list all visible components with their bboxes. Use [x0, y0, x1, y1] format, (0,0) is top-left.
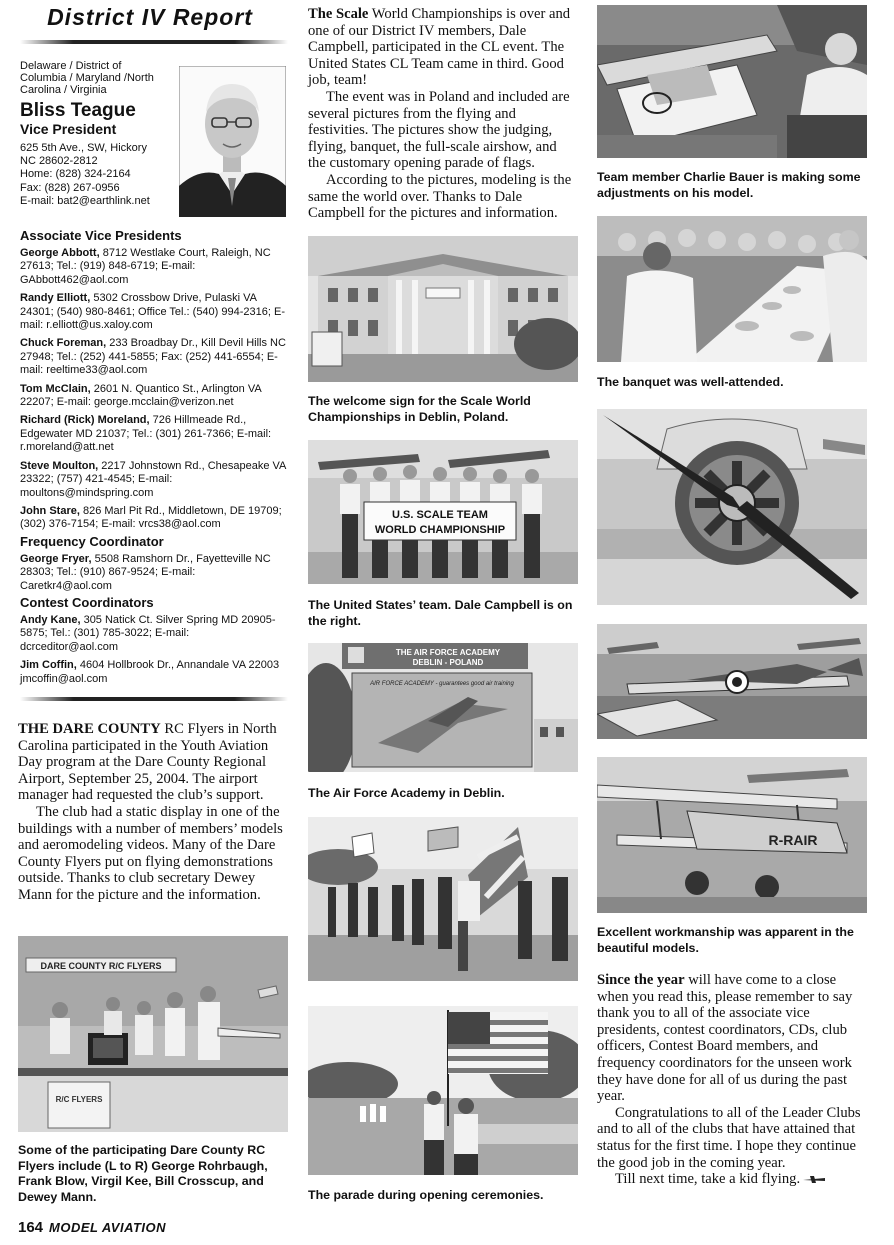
- page-footer: [18, 1219, 166, 1236]
- contest-entry: Andy Kane, 305 Natick Ct. Silver Spring MD 20905-5875; Tel.: (301) 785-3022; E-mail: dcrceditor@aol.com: [20, 613, 276, 653]
- scale-paragraph-1: The Scale World Championships is over and one of our District IV members, Dale Campbell, participated in the CL event. The United States CL Team came in third. Good job, team!: [308, 6, 571, 89]
- team-banner-line-1: U.S. SCALE TEAM: [392, 509, 488, 521]
- scale-article: [308, 6, 576, 222]
- associate-entry: Chuck Foreman, 233 Broadbay Dr., Kill Devil Hills NC 27948; Tel.: (252) 441-5855; Fax: (252) 441-6554; E-mail: reeltime33@aol.com: [20, 337, 286, 377]
- team-caption: The United States’ team. Dale Campbell is on the right.: [308, 598, 573, 628]
- frequency-entry: George Fryer, 5508 Ramshorn Dr., Fayetteville NC 28303; Tel.: (910) 867-9524; E-mail: Caretkr4@aol.com: [20, 552, 271, 592]
- closing-paragraph-1: Since the year will have come to a close when you read this, please remember to say thank you to all of the associate vice presidents, contest coordinators, CDs, club officers, Contest Board members, and frequency coordinators for the unseen work they have done for all of us during the past year.: [597, 972, 853, 1105]
- air-force-academy-photo: [308, 643, 578, 772]
- dare-county-article: [18, 721, 290, 904]
- associate-entry: Richard (Rick) Moreland, 726 Hillmeade Rd., Edgewater MD 21037; Tel.: (301) 261-7366; E-mail: r.moreland@att.net: [20, 414, 272, 454]
- closing-paragraph-3: Till next time, take a kid flying.: [597, 1171, 869, 1188]
- associate-heading: Associate Vice Presidents: [20, 228, 182, 243]
- spitfire-model-photo: [597, 624, 867, 739]
- dare-sign-text: R/C FLYERS: [55, 1095, 103, 1104]
- contest-heading: Contest Coordinators: [20, 594, 154, 610]
- associate-entry: John Stare, 826 Marl Pit Rd., Middletown, DE 19709; (302) 376-7154; E-mail: vrcs38@aol.com: [20, 504, 282, 531]
- vp-email[interactable]: E-mail: bat2@earthlink.net: [20, 194, 150, 207]
- end-mark-plane-icon: [802, 1175, 826, 1185]
- dare-paragraph-2: The club had a static display in one of the buildings with a number of members’ models and aeromodeling videos. Many of the Dare County Flyers put on flying demonstrations outside. Thanks to club secretary Dewey Mann for the picture and the information.: [18, 803, 283, 903]
- vp-city-line: NC 28602-2812: [20, 155, 98, 168]
- scale-paragraph-2: The event was in Poland and included are several pictures from the flying and festivities. The pictures show the judging, flying, banquet, the full-scale airshow, and the customary opening parade of flags.: [308, 88, 570, 172]
- biplane-model-photo: [597, 757, 867, 913]
- welcome-caption: The welcome sign for the Scale World Championships in Deblin, Poland.: [308, 394, 531, 424]
- vp-home-phone: Home: (828) 324-2164: [20, 168, 131, 181]
- contest-entry: Jim Coffin, 4604 Hollbrook Dr., Annandale VA 22003 jmcoffin@aol.com: [20, 659, 280, 685]
- associate-entry: George Abbott, 8712 Westlake Court, Raleigh, NC 27613; Tel.: (919) 848-6719; E-mail: GAbbott462@aol.com: [20, 247, 271, 286]
- charlie-bauer-photo: [597, 5, 867, 158]
- dare-banner-text: DARE COUNTY R/C FLYERS: [40, 961, 162, 971]
- page-number: 164: [18, 1219, 44, 1236]
- academy-sign-line-1: THE AIR FORCE ACADEMY: [395, 648, 501, 657]
- biplane-registration: R-RAIR: [768, 832, 818, 848]
- section-rule: [20, 697, 288, 701]
- radial-engine-photo: [597, 409, 867, 605]
- us-team-photo: [308, 440, 578, 584]
- associate-entry: Tom McClain, 2601 N. Quantico St., Arlington VA 22207; E-mail: george.mcclain@verizon.net: [20, 382, 262, 409]
- closing-paragraph-2: Congratulations to all of the Leader Clubs and to all of the clubs that have attained that status for the first time. I hope they continue the good job in the coming year.: [597, 1104, 861, 1171]
- team-banner-line-2: WORLD CHAMPIONSHIP: [374, 524, 506, 536]
- associate-entry: Randy Elliott, 5302 Crossbow Drive, Pulaski VA 24301; (540) 980-8461; Office Tel.: (540) 994-2316; E-mail: r.elliott@us.xaloy.com: [20, 292, 285, 332]
- dare-photo-caption: Some of the participating Dare County RC Flyers include (L to R) George Rohrbaugh, Frank Blow, Virgil Kee, Bill Crosscup, and Dewey Mann.: [18, 1143, 268, 1204]
- dare-county-photo: [18, 936, 288, 1132]
- bauer-caption: Team member Charlie Bauer is making some adjustments on his model.: [597, 170, 861, 200]
- welcome-building-photo: [308, 236, 578, 382]
- dare-paragraph-1: THE DARE COUNTY RC Flyers in North Carolina participated in the Youth Aviation Day program at the Dare County Regional Airport, September 25, 2004. The airport manager had requested the club’s support.: [18, 721, 277, 804]
- vp-fax: Fax: (828) 267-0956: [20, 181, 120, 194]
- magazine-name: MODEL AVIATION: [49, 1220, 167, 1235]
- frequency-heading: Frequency Coordinator: [20, 533, 164, 549]
- vp-role: Vice President: [20, 121, 117, 137]
- associate-entry: Steve Moulton, 2217 Johnstown Rd., Chesapeake VA 23322; (757) 421-4545; E-mail: moultons@mindspring.com: [20, 459, 286, 499]
- parade-caption: The parade during opening ceremonies.: [308, 1188, 544, 1202]
- title-rule: [20, 40, 288, 44]
- vp-name: Bliss Teague: [20, 100, 136, 121]
- vp-portrait-photo: [179, 66, 286, 217]
- vp-contact: [20, 142, 180, 208]
- workmanship-caption: Excellent workmanship was apparent in the beautiful models.: [597, 925, 854, 955]
- vp-address-line: 625 5th Ave., SW, Hickory: [20, 142, 147, 154]
- academy-caption: The Air Force Academy in Deblin.: [308, 786, 505, 800]
- banquet-photo: [597, 216, 867, 362]
- banquet-caption: The banquet was well-attended.: [597, 375, 784, 389]
- scale-paragraph-3: According to the pictures, modeling is the same the world over. Thanks to Dale Campbell for the pictures and information.: [308, 171, 572, 222]
- directory: [20, 228, 290, 691]
- academy-sign-line-2: DEBLIN - POLAND: [412, 658, 484, 667]
- vp-region: Delaware / District of Columbia / Maryland /North Carolina / Virginia: [20, 60, 154, 96]
- academy-billboard-text: AIR FORCE ACADEMY - guarantees good air training: [370, 681, 514, 687]
- closing-article: [597, 972, 869, 1188]
- page-title: District IV Report: [47, 4, 253, 30]
- opening-parade-photo: [308, 1006, 578, 1175]
- flag-parade-photo: [308, 817, 578, 981]
